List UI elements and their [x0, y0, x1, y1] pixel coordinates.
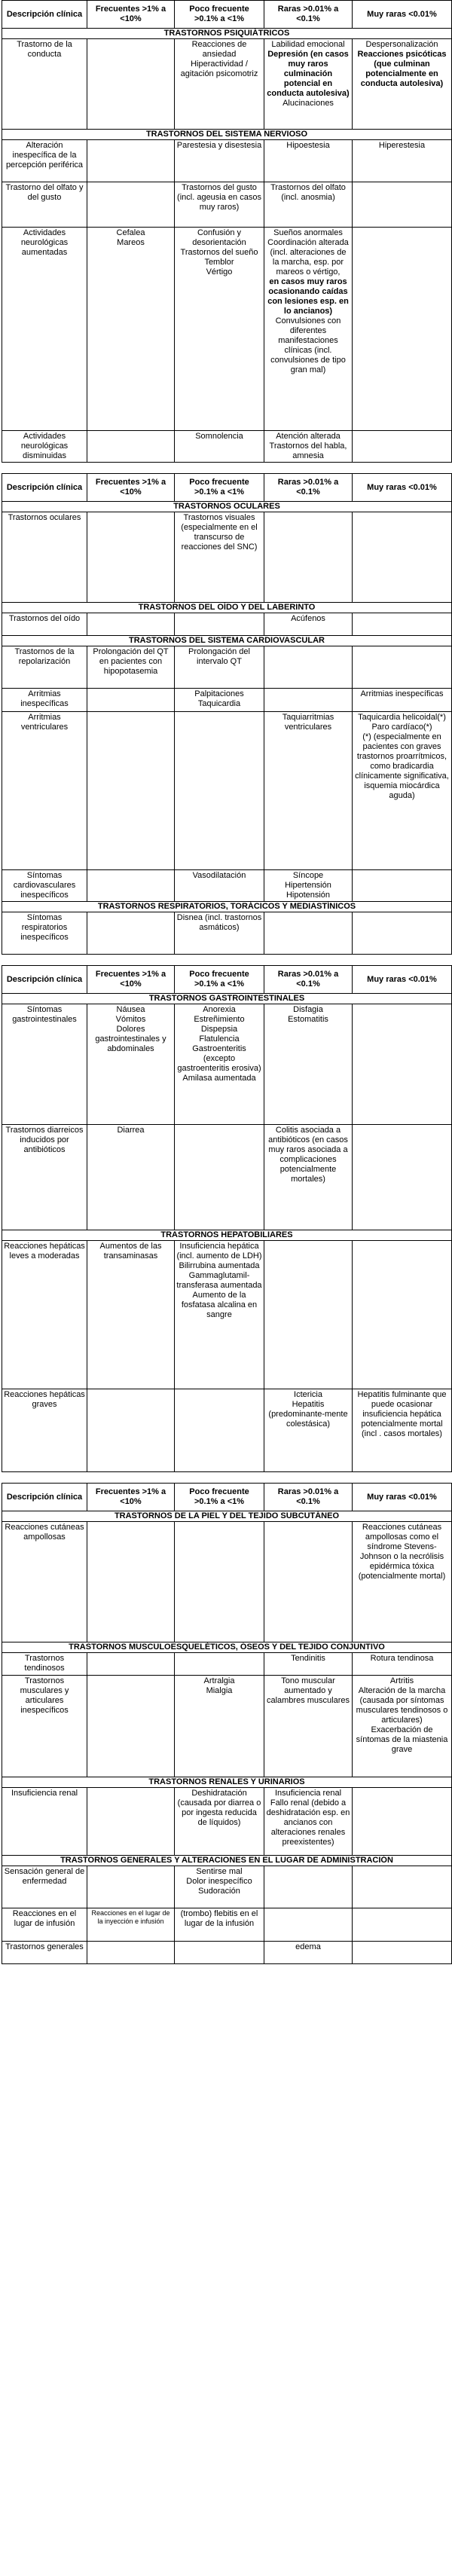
header-cell-very-rare: Muy raras <0.01%: [353, 1484, 452, 1511]
cell-rare: [264, 1788, 353, 1856]
header-cell-uncommon: Poco frecuente >0.1% a <1%: [175, 1484, 264, 1511]
header-cell-rare: Raras >0.01% a <0.1%: [264, 474, 353, 502]
cell-text: edema: [295, 1942, 321, 1951]
cell-uncommon: [175, 1788, 264, 1856]
cell-text: (trombo) flebitis en el lugar de la infusión: [180, 1909, 258, 1928]
cell-uncommon: [175, 912, 264, 955]
cell-uncommon: [175, 228, 264, 431]
header-row: [2, 474, 452, 502]
cell-text: Sensación general de enfermedad: [4, 1867, 85, 1886]
cell-text: Trastornos diarreicos inducidos por antibióticos: [5, 1126, 84, 1154]
cell-text: Hiperactividad / agitación psicomotriz: [180, 60, 258, 78]
cell-very-rare: [353, 1942, 452, 1964]
cell-description: [2, 689, 87, 712]
cell-uncommon: [175, 1004, 264, 1125]
cell-very-rare: [353, 1004, 452, 1125]
cell-uncommon: [175, 431, 264, 463]
cell-very-rare: [353, 1241, 452, 1389]
cell-text: Hiperestesia: [378, 141, 426, 150]
cell-text: Dispepsia: [200, 1025, 238, 1034]
cell-frequent: [87, 1942, 175, 1964]
section-title-row: [2, 994, 452, 1004]
section-title-row: [2, 636, 452, 646]
cell-text: Sentirse mal: [196, 1867, 243, 1876]
cell-text: Alucinaciones: [282, 99, 334, 108]
cell-text: Alteración de la marcha (causada por síntomas musculares tendinosos o articulares): [356, 1686, 448, 1725]
cell-text: Trastornos del habla, amnesia: [269, 442, 347, 460]
header-cell-uncommon: Poco frecuente >0.1% a <1%: [175, 966, 264, 994]
table-gap: [2, 1472, 450, 1483]
cell-text: Estreñimiento: [194, 1015, 245, 1024]
cell-text: (*) (especialmente en pacientes con graves trastornos proarrítmicos, como bradicardia clínicamente significativa, isquemia miocárdica aguda): [355, 732, 449, 800]
cell-text: Atención alterada: [276, 432, 341, 441]
table-gap: [2, 955, 450, 965]
cell-uncommon: [175, 39, 264, 130]
cell-very-rare: [353, 1522, 452, 1642]
cell-very-rare: [353, 1788, 452, 1856]
cell-text: Vómitos: [115, 1015, 146, 1024]
section-title: TRASTORNOS HEPATOBILIARES: [2, 1230, 452, 1241]
table-row: [2, 1389, 452, 1472]
cell-text: Cefalea: [116, 228, 145, 237]
cell-description: [2, 512, 87, 603]
section-title: TRASTORNOS GENERALES Y ALTERACIONES EN EL LUGAR DE ADMINISTRACIÓN: [2, 1856, 452, 1866]
section-title-row: [2, 1777, 452, 1788]
cell-very-rare: [353, 1125, 452, 1230]
section-title: TRASTORNOS GASTROINTESTINALES: [2, 994, 452, 1004]
cell-rare: [264, 1389, 353, 1472]
adverse-reactions-table: [2, 1483, 452, 1964]
cell-frequent: [87, 39, 175, 130]
table-row: [2, 431, 452, 463]
table-row: [2, 712, 452, 870]
table-row: [2, 1125, 452, 1230]
cell-text: Labilidad emocional: [271, 40, 345, 49]
table-row: [2, 1788, 452, 1856]
cell-rare: [264, 512, 353, 603]
cell-rare: [264, 431, 353, 463]
section-title-row: [2, 29, 452, 39]
cell-text: Aumentos de las transaminasas: [99, 1242, 162, 1260]
section-title: TRASTORNOS PSIQUIÁTRICOS: [2, 29, 452, 39]
cell-text: Despersonalización: [365, 40, 438, 49]
cell-frequent: [87, 1908, 175, 1942]
cell-frequent: [87, 712, 175, 870]
header-cell-very-rare: Muy raras <0.01%: [353, 1, 452, 29]
cell-text: Alteración inespecífica de la percepción periférica: [5, 141, 84, 170]
section-title-row: [2, 1511, 452, 1522]
cell-description: [2, 1004, 87, 1125]
cell-very-rare: [353, 613, 452, 636]
cell-uncommon: [175, 712, 264, 870]
section-title: TRASTORNOS MUSCULOESQUELÉTICOS, ÓSEOS Y DEL TEJIDO CONJUNTIVO: [2, 1642, 452, 1653]
section-title: TRASTORNOS RESPIRATORIOS, TORÁCICOS Y MEDIASTÍNICOS: [2, 902, 452, 912]
cell-text: Rotura tendinosa: [370, 1654, 434, 1663]
cell-text: Hipertensión: [285, 881, 331, 890]
cell-frequent: [87, 1125, 175, 1230]
cell-very-rare: [353, 228, 452, 431]
cell-frequent: [87, 870, 175, 902]
cell-text: Arritmias inespecíficas: [360, 689, 444, 698]
cell-text: Fallo renal (debido a deshidratación esp. en ancianos con alteraciones renales preexistentes): [266, 1798, 350, 1847]
table-row: [2, 1676, 452, 1777]
header-cell-rare: Raras >0.01% a <0.1%: [264, 1, 353, 29]
cell-description: [2, 1241, 87, 1389]
cell-text: Reacciones de ansiedad: [191, 40, 247, 59]
cell-uncommon: [175, 1942, 264, 1964]
header-cell-frequent: Frecuentes >1% a <10%: [87, 966, 175, 994]
cell-text: Reacciones hepáticas leves a moderadas: [4, 1242, 85, 1260]
cell-text: Hepatitis (predominante-mente colestásica): [268, 1400, 348, 1429]
table-row: [2, 182, 452, 228]
cell-description: [2, 1908, 87, 1942]
section-title-row: [2, 502, 452, 512]
cell-text: Trastorno de la conducta: [17, 40, 72, 59]
cell-text: Tendinitis: [291, 1654, 325, 1663]
cell-very-rare: [353, 182, 452, 228]
cell-frequent: [87, 1676, 175, 1777]
cell-text: Síntomas respiratorios inespecíficos: [20, 913, 69, 942]
cell-text: Trastornos visuales (especialmente en el transcurso de reacciones del SNC): [181, 513, 258, 552]
section-title: TRASTORNOS OCULARES: [2, 502, 452, 512]
section-title-row: [2, 603, 452, 613]
cell-description: [2, 1653, 87, 1676]
cell-description: [2, 1125, 87, 1230]
cell-text: Gastroenteritis (excepto gastroenteritis erosiva): [177, 1044, 261, 1073]
cell-description: [2, 613, 87, 636]
cell-uncommon: [175, 1125, 264, 1230]
adverse-reactions-document: [2, 0, 450, 1964]
cell-text: Insuficiencia renal: [11, 1789, 78, 1798]
cell-very-rare: [353, 39, 452, 130]
cell-uncommon: [175, 1522, 264, 1642]
adverse-reactions-table: [2, 965, 452, 1472]
section-title: TRASTORNOS RENALES Y URINARIOS: [2, 1777, 452, 1788]
header-cell-description: Descripción clínica: [2, 474, 87, 502]
cell-rare: [264, 1866, 353, 1908]
cell-description: [2, 712, 87, 870]
cell-frequent: [87, 912, 175, 955]
cell-text: Paro cardíaco(*): [371, 723, 432, 732]
cell-uncommon: [175, 1389, 264, 1472]
cell-frequent: [87, 512, 175, 603]
table-row: [2, 228, 452, 431]
cell-very-rare: [353, 512, 452, 603]
cell-text: Trastornos del sueño: [180, 248, 258, 257]
header-cell-description: Descripción clínica: [2, 1, 87, 29]
cell-text: Estomatitis: [288, 1015, 328, 1024]
cell-text: Vértigo: [206, 267, 233, 277]
cell-description: [2, 1389, 87, 1472]
cell-frequent: [87, 1389, 175, 1472]
cell-text: Palpitaciones: [194, 689, 244, 698]
cell-frequent: [87, 1522, 175, 1642]
cell-description: [2, 1942, 87, 1964]
cell-text: Hipoestesia: [286, 141, 330, 150]
cell-rare: [264, 689, 353, 712]
header-cell-frequent: Frecuentes >1% a <10%: [87, 474, 175, 502]
cell-text: Disnea (incl. trastornos asmáticos): [176, 913, 262, 932]
cell-frequent: [87, 1004, 175, 1125]
cell-text: Prolongación del intervalo QT: [188, 647, 250, 666]
cell-text: Tono muscular aumentado y calambres musculares: [266, 1676, 350, 1705]
cell-rare: [264, 182, 353, 228]
section-title: TRASTORNOS DE LA PIEL Y DEL TEJIDO SUBCUTÁNEO: [2, 1511, 452, 1522]
cell-very-rare: [353, 1389, 452, 1472]
table-row: [2, 689, 452, 712]
cell-very-rare: [353, 712, 452, 870]
header-cell-description: Descripción clínica: [2, 1484, 87, 1511]
cell-text: Confusión y desorientación: [192, 228, 246, 247]
cell-text: Trastorno del olfato y del gusto: [5, 183, 84, 202]
table-row: [2, 512, 452, 603]
cell-uncommon: [175, 512, 264, 603]
cell-text: Sueños anormales: [273, 228, 343, 237]
cell-description: [2, 1866, 87, 1908]
cell-rare: [264, 1653, 353, 1676]
table-row: [2, 646, 452, 689]
cell-text: Taquiarritmias ventriculares: [282, 713, 334, 732]
cell-text: Deshidratación (causada por diarrea o por ingesta reducida de líquidos): [177, 1789, 261, 1827]
cell-text: Trastornos del gusto (incl. ageusia en casos muy raros): [177, 183, 261, 212]
cell-text: Trastornos oculares: [8, 513, 81, 522]
cell-text: Taquicardia helicoidal(*): [358, 713, 446, 722]
table-row: [2, 1653, 452, 1676]
cell-description: [2, 646, 87, 689]
cell-text: Colitis asociada a antibióticos (en casos muy raros asociada a complicaciones potencialmente mortales): [268, 1126, 348, 1184]
cell-text: Trastornos tendinosos: [24, 1654, 65, 1673]
cell-very-rare: [353, 912, 452, 955]
adverse-reactions-table: [2, 473, 452, 955]
cell-rare: [264, 1522, 353, 1642]
header-cell-rare: Raras >0.01% a <0.1%: [264, 966, 353, 994]
cell-uncommon: [175, 140, 264, 182]
cell-description: [2, 228, 87, 431]
table-row: [2, 613, 452, 636]
cell-text: Hipotensión: [286, 891, 331, 900]
cell-text: Dolor inespecífico: [186, 1877, 252, 1886]
cell-text: Arritmias ventriculares: [20, 713, 69, 732]
cell-uncommon: [175, 870, 264, 902]
cell-text: Somnolencia: [195, 432, 243, 441]
cell-text: Temblor: [204, 258, 234, 267]
header-cell-uncommon: Poco frecuente >0.1% a <1%: [175, 1, 264, 29]
cell-text: Insuficiencia hepática (incl. aumento de LDH): [176, 1242, 262, 1260]
cell-text: Dolores gastrointestinales y abdominales: [95, 1025, 166, 1053]
cell-text: Síncope: [292, 871, 324, 880]
cell-text: Sudoración: [198, 1887, 240, 1896]
header-cell-rare: Raras >0.01% a <0.1%: [264, 1484, 353, 1511]
cell-text: Reacciones psicóticas (que culminan potencialmente en conducta autolesiva): [357, 50, 447, 88]
table-row: [2, 870, 452, 902]
cell-text: Síntomas gastrointestinales: [12, 1005, 77, 1024]
cell-rare: [264, 39, 353, 130]
cell-text: Coordinación alterada (incl. alteraciones de la marcha, esp. por mareos o vértigo,: [267, 238, 349, 277]
section-title-row: [2, 130, 452, 140]
header-cell-frequent: Frecuentes >1% a <10%: [87, 1484, 175, 1511]
cell-description: [2, 1522, 87, 1642]
cell-very-rare: [353, 1653, 452, 1676]
cell-text: Mialgia: [206, 1686, 233, 1695]
cell-text: Taquicardia: [197, 699, 241, 708]
section-title-row: [2, 902, 452, 912]
cell-uncommon: [175, 1676, 264, 1777]
cell-text: Hepatitis fulminante que puede ocasionar insuficiencia hepática potencialmente mortal (incl . casos mortales): [357, 1390, 447, 1438]
cell-rare: [264, 712, 353, 870]
cell-text: Exacerbación de síntomas de la miastenia grave: [356, 1725, 448, 1754]
cell-frequent: [87, 613, 175, 636]
cell-very-rare: [353, 870, 452, 902]
cell-rare: [264, 1908, 353, 1942]
cell-uncommon: [175, 182, 264, 228]
cell-text: Reacciones en el lugar de la inyección e infusión: [91, 1909, 170, 1925]
cell-frequent: [87, 1866, 175, 1908]
cell-text: Síntomas cardiovasculares inespecíficos: [13, 871, 76, 900]
cell-rare: [264, 870, 353, 902]
cell-very-rare: [353, 140, 452, 182]
cell-frequent: [87, 182, 175, 228]
cell-text: Disfagia: [293, 1005, 323, 1014]
cell-rare: [264, 1241, 353, 1389]
section-title: TRASTORNOS DEL SISTEMA NERVIOSO: [2, 130, 452, 140]
cell-text: Náusea: [116, 1005, 145, 1014]
header-cell-frequent: Frecuentes >1% a <10%: [87, 1, 175, 29]
table-row: [2, 1004, 452, 1125]
cell-rare: [264, 1125, 353, 1230]
cell-frequent: [87, 140, 175, 182]
cell-uncommon: [175, 689, 264, 712]
cell-text: Reacciones hepáticas graves: [4, 1390, 85, 1409]
cell-text: Reacciones cutáneas ampollosas: [5, 1523, 84, 1542]
cell-text: Ictericia: [294, 1390, 322, 1399]
cell-frequent: [87, 1653, 175, 1676]
header-cell-description: Descripción clínica: [2, 966, 87, 994]
table-row: [2, 140, 452, 182]
cell-frequent: [87, 689, 175, 712]
cell-text: Vasodilatación: [192, 871, 246, 880]
cell-very-rare: [353, 431, 452, 463]
header-cell-very-rare: Muy raras <0.01%: [353, 474, 452, 502]
table-row: [2, 39, 452, 130]
cell-text: Trastornos musculares y articulares inespecíficos: [20, 1676, 69, 1715]
cell-text: Flatulencia: [199, 1034, 240, 1044]
cell-rare: [264, 1676, 353, 1777]
section-title: TRASTORNOS DEL OÍDO Y DEL LABERINTO: [2, 603, 452, 613]
cell-rare: [264, 613, 353, 636]
cell-rare: [264, 912, 353, 955]
header-row: [2, 966, 452, 994]
cell-frequent: [87, 646, 175, 689]
header-row: [2, 1, 452, 29]
table-row: [2, 1908, 452, 1942]
header-row: [2, 1484, 452, 1511]
cell-text: Artritis: [389, 1676, 414, 1685]
cell-description: [2, 870, 87, 902]
cell-uncommon: [175, 1653, 264, 1676]
cell-description: [2, 1676, 87, 1777]
table-row: [2, 1522, 452, 1642]
cell-text: Acúfenos: [291, 614, 325, 623]
cell-rare: [264, 228, 353, 431]
section-title-row: [2, 1230, 452, 1241]
cell-text: Artralgia: [203, 1676, 235, 1685]
cell-description: [2, 140, 87, 182]
cell-uncommon: [175, 1908, 264, 1942]
cell-description: [2, 182, 87, 228]
cell-text: Trastornos del olfato (incl. anosmia): [270, 183, 346, 202]
cell-text: Actividades neurológicas disminuidas: [20, 432, 69, 460]
cell-text: Reacciones en el lugar de infusión: [12, 1909, 77, 1928]
cell-text: Convulsiones con diferentes manifestaciones clínicas (incl. convulsiones de tipo gran mal): [270, 316, 346, 374]
cell-text: Arritmias inespecíficas: [20, 689, 69, 708]
section-title-row: [2, 1856, 452, 1866]
table-row: [2, 912, 452, 955]
section-title: TRASTORNOS DEL SISTEMA CARDIOVASCULAR: [2, 636, 452, 646]
header-cell-very-rare: Muy raras <0.01%: [353, 966, 452, 994]
cell-text: Actividades neurológicas aumentadas: [20, 228, 69, 257]
cell-uncommon: [175, 1866, 264, 1908]
cell-text: Depresión (en casos muy raros culminación potencial en conducta autolesiva): [267, 50, 350, 98]
cell-uncommon: [175, 646, 264, 689]
cell-text: Prolongación del QT en pacientes con hipopotasemia: [93, 647, 169, 676]
cell-frequent: [87, 431, 175, 463]
cell-text: Bilirrubina aumentada: [179, 1261, 260, 1270]
table-row: [2, 1241, 452, 1389]
cell-frequent: [87, 1241, 175, 1389]
cell-text: Diarrea: [117, 1126, 145, 1135]
cell-frequent: [87, 1788, 175, 1856]
header-cell-uncommon: Poco frecuente >0.1% a <1%: [175, 474, 264, 502]
cell-very-rare: [353, 1866, 452, 1908]
table-row: [2, 1942, 452, 1964]
cell-rare: [264, 646, 353, 689]
section-title-row: [2, 1642, 452, 1653]
cell-frequent: [87, 228, 175, 431]
cell-text: Reacciones cutáneas ampollosas como el síndrome Stevens-Johnson o la necrólisis epidérmica tóxica (potencialmente mortal): [358, 1523, 446, 1581]
cell-text: Parestesia y disestesia: [176, 141, 262, 150]
cell-text: Aumento de la fosfatasa alcalina en sangre: [181, 1291, 258, 1319]
adverse-reactions-table: [2, 0, 452, 463]
cell-description: [2, 1788, 87, 1856]
cell-description: [2, 39, 87, 130]
cell-rare: [264, 140, 353, 182]
cell-uncommon: [175, 613, 264, 636]
cell-rare: [264, 1004, 353, 1125]
cell-text: Amilasa aumentada: [182, 1074, 256, 1083]
cell-text: Trastornos generales: [5, 1942, 84, 1951]
cell-rare: [264, 1942, 353, 1964]
cell-very-rare: [353, 1676, 452, 1777]
cell-text: Insuficiencia renal: [274, 1789, 342, 1798]
cell-description: [2, 912, 87, 955]
cell-description: [2, 431, 87, 463]
cell-text: Trastornos del oído: [8, 614, 81, 623]
cell-very-rare: [353, 646, 452, 689]
cell-text: Trastornos de la repolarización: [14, 647, 75, 666]
table-row: [2, 1866, 452, 1908]
cell-text: Mareos: [117, 238, 145, 247]
cell-uncommon: [175, 1241, 264, 1389]
table-gap: [2, 463, 450, 473]
cell-very-rare: [353, 1908, 452, 1942]
cell-text: Gammaglutamil-transferasa aumentada: [176, 1271, 262, 1290]
cell-text: Anorexia: [203, 1005, 236, 1014]
cell-very-rare: [353, 689, 452, 712]
cell-text: en casos muy raros ocasionando caídas con lesiones esp. en lo ancianos): [267, 277, 349, 316]
